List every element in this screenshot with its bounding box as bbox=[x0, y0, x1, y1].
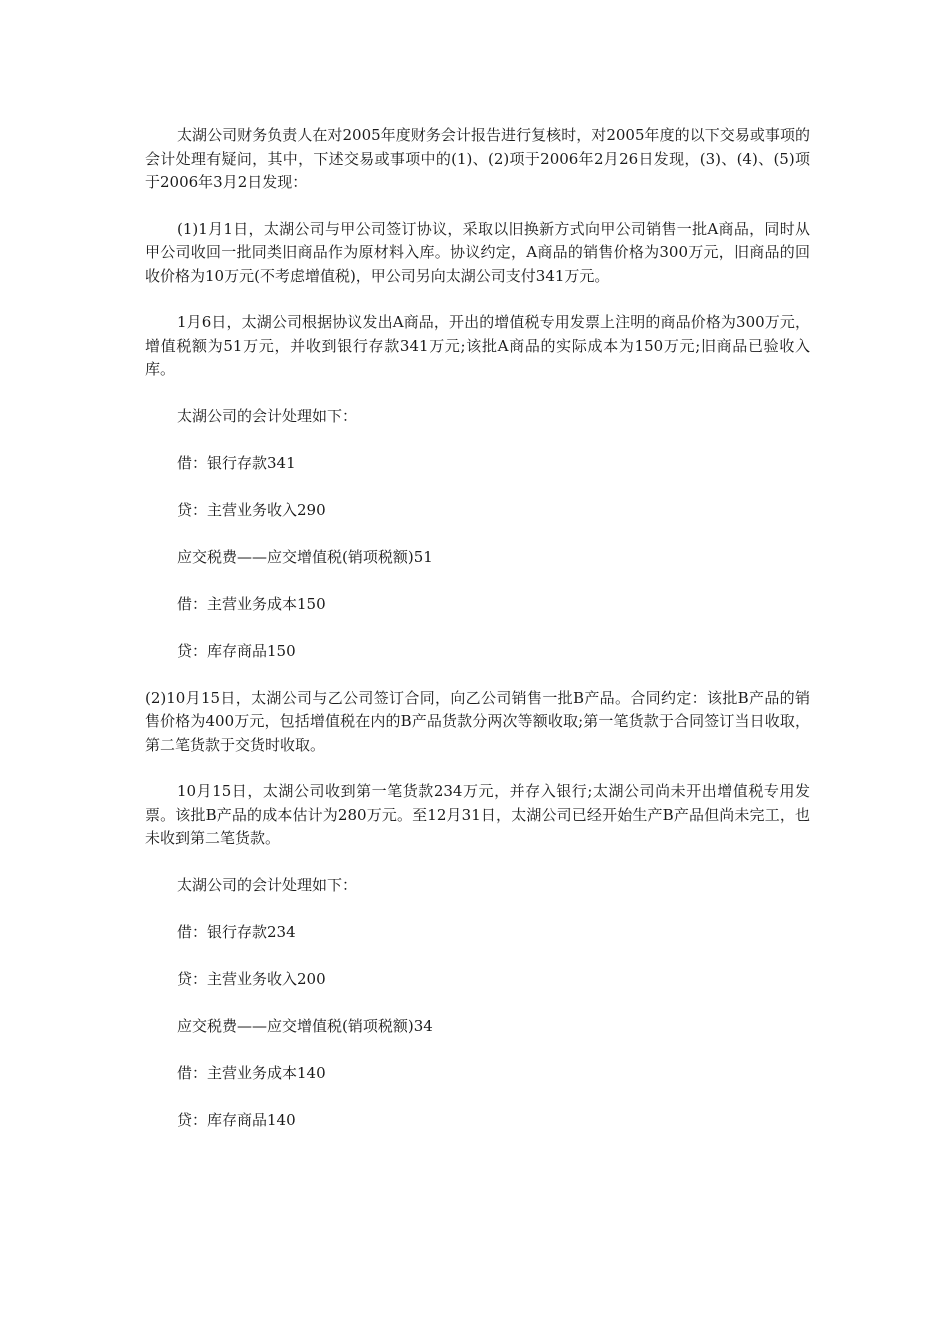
journal-entry: 应交税费——应交增值税(销项税额)34 bbox=[177, 1016, 433, 1035]
item-1-accounting-heading: 太湖公司的会计处理如下： bbox=[177, 406, 358, 425]
item-2-detail: 10月15日，太湖公司收到第一笔货款234万元，并存入银行;太湖公司尚未开出增值税专用发票。该批B产品的成本估计为280万元。至12月31日，太湖公司已经开始生产B产品但尚未完工，也未收到第二笔货款。 bbox=[145, 782, 810, 847]
journal-entry: 贷：主营业务收入200 bbox=[177, 969, 326, 988]
journal-entry: 贷：库存商品140 bbox=[177, 1110, 296, 1129]
journal-entry: 应交税费——应交增值税(销项税额)51 bbox=[177, 547, 433, 566]
intro-paragraph: 太湖公司财务负责人在对2005年度财务会计报告进行复核时，对2005年度的以下交易或事项的会计处理有疑问，其中，下述交易或事项中的(1)、(2)项于2006年2月26日发现，(3)、(4)、(5)项于2006年3月2日发现： bbox=[145, 126, 810, 191]
item-2-description: (2)10月15日，太湖公司与乙公司签订合同，向乙公司销售一批B产品。合同约定：该批B产品的销售价格为400万元，包括增值税在内的B产品货款分两次等额收取;第一笔货款于合同签订当日收取，第二笔货款于交货时收取。 bbox=[145, 688, 810, 754]
journal-entry: 贷：库存商品150 bbox=[177, 641, 296, 660]
journal-entry: 借：银行存款234 bbox=[177, 922, 296, 941]
item-2-accounting-heading: 太湖公司的会计处理如下： bbox=[177, 875, 358, 894]
journal-entry: 借：银行存款341 bbox=[177, 453, 296, 472]
journal-entry: 借：主营业务成本140 bbox=[177, 1063, 326, 1082]
document-body bbox=[145, 124, 810, 1156]
journal-entry: 贷：主营业务收入290 bbox=[177, 500, 326, 519]
item-1-detail: 1月6日，太湖公司根据协议发出A商品，开出的增值税专用发票上注明的商品价格为300万元，增值税额为51万元，并收到银行存款341万元;该批A商品的实际成本为150万元;旧商品已验收入库。 bbox=[145, 313, 810, 378]
item-1-description: (1)1月1日，太湖公司与甲公司签订协议，采取以旧换新方式向甲公司销售一批A商品，同时从甲公司收回一批同类旧商品作为原材料入库。协议约定，A商品的销售价格为300万元，旧商品的回收价格为10万元(不考虑增值税)，甲公司另向太湖公司支付341万元。 bbox=[145, 219, 810, 285]
journal-entry: 借：主营业务成本150 bbox=[177, 594, 326, 613]
